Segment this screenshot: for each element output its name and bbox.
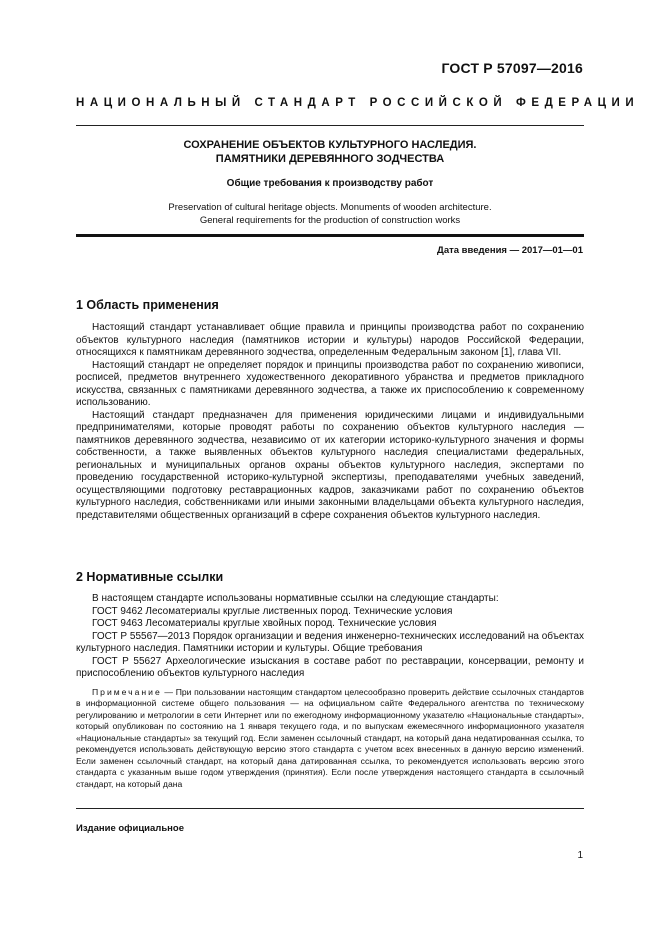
note-label: Примечание (92, 686, 162, 697)
title-en-line-2: General requirements for the production of construction works (199, 214, 461, 226)
title-rule (76, 234, 584, 237)
references-note (76, 687, 584, 791)
section-1-heading: 1 Область применения (76, 298, 219, 312)
footer-rule (76, 808, 584, 809)
title-en-line-1: Preservation of cultural heritage objects. Monuments of wooden architecture. (168, 202, 492, 213)
reference-item: ГОСТ 9462 Лесоматериалы круглые лиственных пород. Технические условия (92, 605, 453, 617)
section-1-paragraph: Настоящий стандарт предназначен для применения юридическими лицами и индивидуальными предпринимателями, которые проводят работы по сохранению объектов культурного наследия — памятников деревянного зодчества, независимо от их категории историко-культурного значения и формы собственности, а также выявленных объектов культурного наследия специалистами федеральных, региональных и муниципальных органов охраны объектов культурного наследия, экспертами по проведению государственной историко-культурной экспертизы, преподавателями учебных заведений, осуществляющими подготовку реставрационных кадров, заказчиками работ по сохранению объектов культурного наследия, собственниками или иными законными владельцами объекта культурного наследия, представителями общественных организаций в сфере сохранения объектов культурного наследия. (76, 409, 584, 521)
document-subtitle-ru: Общие требования к производству работ (226, 178, 434, 189)
reference-item: ГОСТ Р 55627 Археологические изыскания в составе работ по реставрации, консервации, ремонту и приспособлению объектов культурного наследия (76, 655, 584, 679)
page-number: 1 (577, 850, 583, 861)
reference-item: ГОСТ 9463 Лесоматериалы круглые хвойных пород. Технические условия (92, 618, 437, 629)
reference-item: В настоящем стандарте использованы нормативные ссылки на следующие стандарты: (92, 593, 499, 604)
document-title-en (76, 202, 584, 227)
title-ru-line-2: ПАМЯТНИКИ ДЕРЕВЯННОГО ЗОДЧЕСТВА (215, 153, 445, 165)
national-standard-banner: НАЦИОНАЛЬНЫЙ СТАНДАРТ РОССИЙСКОЙ ФЕДЕРАЦИИ (76, 97, 640, 109)
official-edition-label: Издание официальное (76, 823, 184, 834)
standard-number: ГОСТ Р 57097—2016 (441, 60, 583, 76)
title-ru-line-1: СОХРАНЕНИЕ ОБЪЕКТОВ КУЛЬТУРНОГО НАСЛЕДИЯ. (183, 139, 477, 151)
section-2-heading: 2 Нормативные ссылки (76, 570, 224, 584)
reference-item: ГОСТ Р 55567—2013 Порядок организации и ведения инженерно-технических исследований на объектах культурного наследия. Памятники истории и культуры. Общие требования (76, 630, 584, 654)
section-1-paragraph: Настоящий стандарт устанавливает общие правила и принципы производства работ по сохранению объектов культурного наследия (памятников истории и культуры) народов Российской Федерации, относящихся к памятникам деревянного зодчества, определенным Федеральным законом [1], глава VII. (76, 322, 584, 358)
introduction-date: Дата введения — 2017—01—01 (437, 245, 583, 256)
section-normative-references (76, 570, 584, 790)
header-rule (76, 125, 584, 126)
section-1-paragraph: Настоящий стандарт не определяет порядок и принципы производства работ по сохранению живописи, росписей, предметов внутреннего художественного декоративного убранства и предметов прикладного искусства, связанных с памятниками деревянного зодчества, а также их приспособлению к современному использованию. (76, 359, 584, 408)
document-title-ru (76, 138, 584, 166)
note-text: — При пользовании настоящим стандартом целесообразно проверить действие ссылочных стандартов в информационной системе общего пользования — на официальном сайте Федерального агентства по техническому регулированию и метрологии в сети Интернет или по ежегодному информационному указателю «Национальные стандарты», который опубликован по состоянию на 1 января текущего года, и по выпускам ежемесячного информационного указателя «Национальные стандарты» за текущий год. Если заменен ссылочный стандарт, на который дана недатированная ссылка, то рекомендуется использовать действующую версию этого стандарта с учетом всех внесенных в данную версию изменений. Если заменен ссылочный стандарт, на который дана датированная ссылка, то рекомендуется использовать версию этого стандарта с указанным выше годом утверждения (принятия). Если после утверждения настоящего стандарта в ссылочный стандарт, на который дана (76, 686, 584, 789)
section-scope (76, 298, 584, 522)
